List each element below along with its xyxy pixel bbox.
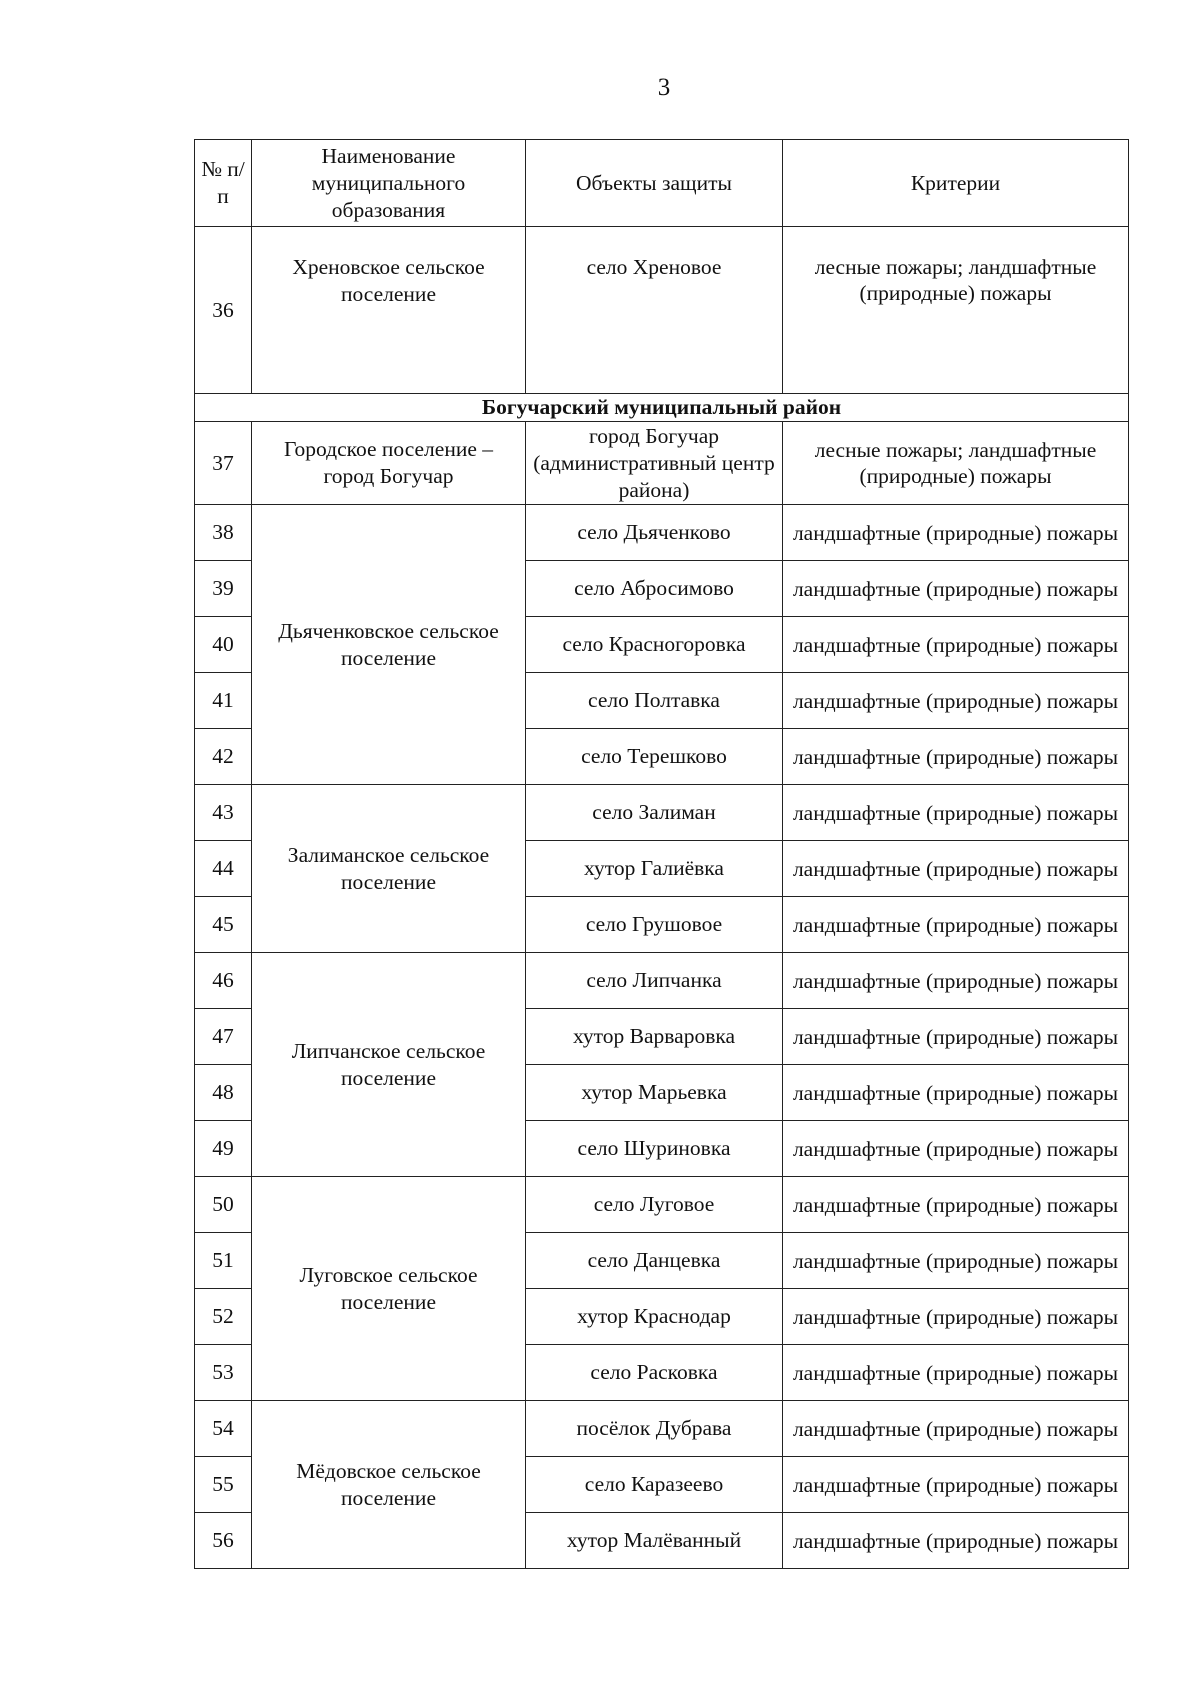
row-num: 49 (195, 1121, 252, 1177)
row-criteria: ландшафтные (природные) пожары (783, 617, 1129, 673)
row-criteria: лесные пожары; ландшафтные (природные) пожары (783, 422, 1129, 505)
row-object: село Абросимово (526, 561, 783, 617)
header-num: № п/п (195, 140, 252, 227)
table-row (195, 785, 1129, 841)
table-row (195, 1401, 1129, 1457)
row-object: хутор Марьевка (526, 1065, 783, 1121)
row-municipality: Липчанское сельское поселение (252, 953, 526, 1177)
row-municipality: Хреновское сельское поселение (252, 227, 526, 394)
table-row (195, 422, 1129, 505)
row-object: хутор Малёванный (526, 1513, 783, 1569)
row-object: хутор Галиёвка (526, 841, 783, 897)
row-object: село Хреновое (526, 227, 783, 394)
row-object: село Залиман (526, 785, 783, 841)
row-criteria: ландшафтные (природные) пожары (783, 561, 1129, 617)
row-object: село Дьяченково (526, 505, 783, 561)
table-header-row (195, 140, 1129, 227)
table-row (195, 1177, 1129, 1233)
row-num: 47 (195, 1009, 252, 1065)
protection-objects-table (194, 139, 1129, 1569)
row-num: 50 (195, 1177, 252, 1233)
row-criteria: ландшафтные (природные) пожары (783, 1065, 1129, 1121)
row-criteria: ландшафтные (природные) пожары (783, 673, 1129, 729)
row-num: 45 (195, 897, 252, 953)
header-municipality: Наименование муниципального образования (252, 140, 526, 227)
row-object: село Грушовое (526, 897, 783, 953)
row-municipality: Мёдовское сельское поселение (252, 1401, 526, 1569)
row-object: посёлок Дубрава (526, 1401, 783, 1457)
section-title: Богучарский муниципальный район (195, 394, 1129, 422)
row-num: 56 (195, 1513, 252, 1569)
row-object: село Луговое (526, 1177, 783, 1233)
row-object: село Шуриновка (526, 1121, 783, 1177)
row-num: 42 (195, 729, 252, 785)
row-object: село Расковка (526, 1345, 783, 1401)
row-criteria: ландшафтные (природные) пожары (783, 1121, 1129, 1177)
row-criteria: ландшафтные (природные) пожары (783, 1009, 1129, 1065)
row-num: 46 (195, 953, 252, 1009)
row-num: 40 (195, 617, 252, 673)
row-municipality: Городское поселение – город Богучар (252, 422, 526, 505)
row-criteria: ландшафтные (природные) пожары (783, 505, 1129, 561)
row-object: село Красногоровка (526, 617, 783, 673)
row-criteria: ландшафтные (природные) пожары (783, 841, 1129, 897)
row-criteria: ландшафтные (природные) пожары (783, 897, 1129, 953)
row-object: хутор Краснодар (526, 1289, 783, 1345)
row-num: 39 (195, 561, 252, 617)
section-header-row (195, 394, 1129, 422)
row-criteria: ландшафтные (природные) пожары (783, 1513, 1129, 1569)
row-num: 48 (195, 1065, 252, 1121)
row-criteria: ландшафтные (природные) пожары (783, 1289, 1129, 1345)
row-criteria: ландшафтные (природные) пожары (783, 953, 1129, 1009)
table-row (195, 505, 1129, 561)
row-object: село Каразеево (526, 1457, 783, 1513)
row-num: 43 (195, 785, 252, 841)
row-object: хутор Варваровка (526, 1009, 783, 1065)
row-num: 54 (195, 1401, 252, 1457)
row-criteria: ландшафтные (природные) пожары (783, 1457, 1129, 1513)
row-criteria: ландшафтные (природные) пожары (783, 729, 1129, 785)
table-row (195, 227, 1129, 394)
row-object: село Данцевка (526, 1233, 783, 1289)
row-num: 41 (195, 673, 252, 729)
row-num: 44 (195, 841, 252, 897)
row-num: 37 (195, 422, 252, 505)
row-criteria: ландшафтные (природные) пожары (783, 785, 1129, 841)
row-num: 36 (195, 227, 252, 394)
row-criteria: ландшафтные (природные) пожары (783, 1401, 1129, 1457)
row-criteria: лесные пожары; ландшафтные (природные) пожары (783, 227, 1129, 394)
row-municipality: Залиманское сельское поселение (252, 785, 526, 953)
row-object: село Липчанка (526, 953, 783, 1009)
table-row (195, 953, 1129, 1009)
page-number: 3 (657, 74, 671, 101)
row-num: 52 (195, 1289, 252, 1345)
row-criteria: ландшафтные (природные) пожары (783, 1345, 1129, 1401)
row-municipality: Луговское сельское поселение (252, 1177, 526, 1401)
header-criteria: Критерии (783, 140, 1129, 227)
row-object: село Терешково (526, 729, 783, 785)
header-objects: Объекты защиты (526, 140, 783, 227)
row-num: 53 (195, 1345, 252, 1401)
row-criteria: ландшафтные (природные) пожары (783, 1233, 1129, 1289)
row-num: 55 (195, 1457, 252, 1513)
row-municipality: Дьяченковское сельское поселение (252, 505, 526, 785)
row-object: город Богучар (административный центр района) (526, 422, 783, 505)
row-object: село Полтавка (526, 673, 783, 729)
row-criteria: ландшафтные (природные) пожары (783, 1177, 1129, 1233)
row-num: 51 (195, 1233, 252, 1289)
row-num: 38 (195, 505, 252, 561)
